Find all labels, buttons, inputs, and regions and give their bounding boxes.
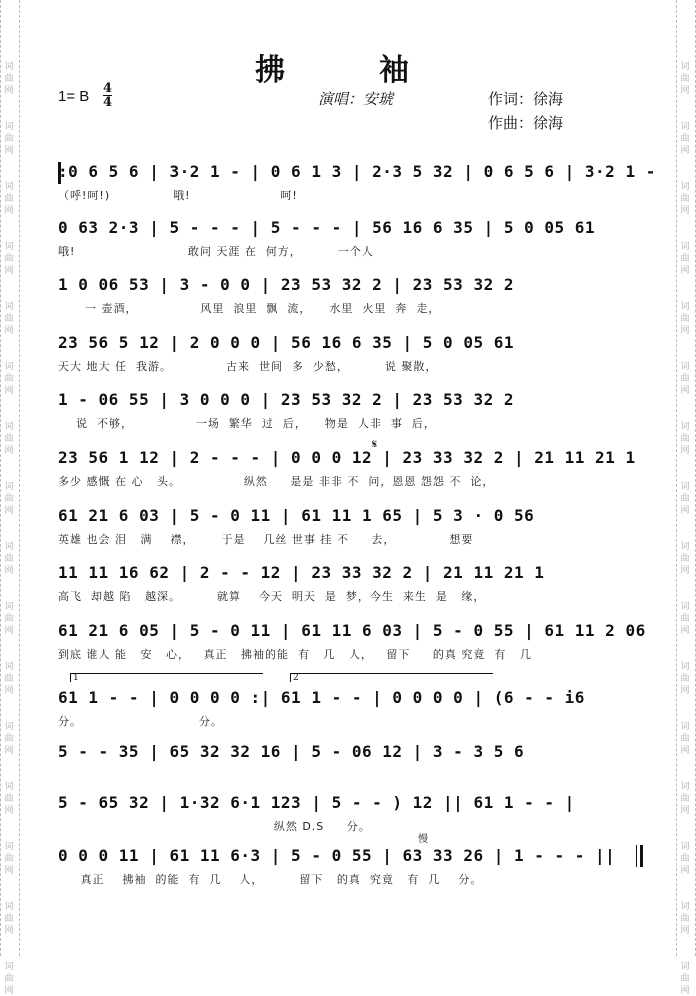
segno-sign: 𝄋 — [372, 437, 378, 451]
watermark-char: 词 — [680, 902, 690, 912]
lyrics-row: 到底 谁人 能 安 心， 真正 拂袖的能 有 几 人， 留下 的真 究竟 有 几 — [58, 648, 532, 661]
watermark-char: 网 — [680, 746, 690, 756]
notation-row: :0 6 5 6 | 3·2 1 - | 0 6 1 3 | 2·3 5 32 | 0 6 5 6 | 3·2 1 - — [58, 162, 656, 181]
notation-row: 5 - - 35 | 65 32 32 16 | 5 - 06 12 | 3 - 3 5 6 — [58, 742, 525, 761]
watermark-char: 曲 — [4, 794, 14, 804]
watermark-char: 曲 — [680, 134, 690, 144]
watermark-char: 网 — [4, 566, 14, 576]
watermark-char: 曲 — [4, 254, 14, 264]
watermark-char: 词 — [680, 842, 690, 852]
watermark-char: 曲 — [4, 74, 14, 84]
watermark-char: 曲 — [4, 734, 14, 744]
notation-row: 61 21 6 03 | 5 - 0 11 | 61 11 1 65 | 5 3 · 0 56 — [58, 506, 535, 525]
watermark-char: 词 — [4, 422, 14, 432]
singer-credit: 演唱：安琥 — [318, 91, 394, 108]
watermark-char: 词 — [4, 962, 14, 972]
watermark-char: 词 — [4, 902, 14, 912]
watermark-char: 曲 — [4, 974, 14, 984]
watermark-char: 网 — [4, 866, 14, 876]
watermark-char: 词 — [4, 62, 14, 72]
watermark-char: 网 — [4, 86, 14, 96]
lyrics-row: 一 壶酒， 风里 浪里 飘 流， 水里 火里 奔 走， — [58, 302, 441, 315]
watermark-char: 词 — [680, 242, 690, 252]
watermark-char: 曲 — [680, 194, 690, 204]
watermark-char: 词 — [4, 362, 14, 372]
notation-row: 61 21 6 05 | 5 - 0 11 | 61 11 6 03 | 5 - 0 55 | 61 11 2 06 — [58, 621, 646, 640]
watermark-char: 曲 — [680, 494, 690, 504]
watermark-char: 词 — [4, 302, 14, 312]
watermark-char: 曲 — [4, 194, 14, 204]
watermark-char: 网 — [680, 146, 690, 156]
watermark-char: 曲 — [4, 854, 14, 864]
watermark-char: 词 — [680, 182, 690, 192]
watermark-char: 网 — [680, 686, 690, 696]
lyrics-row: 高飞 却越 陷 越深。 就算 今天 明天 是 梦，今生 来生 是 缘， — [58, 590, 486, 603]
watermark-char: 曲 — [4, 554, 14, 564]
time-signature-bottom: 4 — [103, 95, 113, 110]
watermark-char: 网 — [680, 926, 690, 936]
watermark-char: 曲 — [680, 914, 690, 924]
watermark-char: 曲 — [4, 494, 14, 504]
lyrics-row: 天大 地大 任 我游。 古来 世间 多 少愁， 说 聚散， — [58, 360, 438, 373]
watermark-char: 曲 — [680, 374, 690, 384]
watermark-char: 网 — [680, 446, 690, 456]
watermark-char: 网 — [4, 506, 14, 516]
lyrics-row: 多少 感慨 在 心 头。 纵然 是是 非非 不 问，恩恩 怨怨 不 论， — [58, 475, 495, 488]
watermark-char: 词 — [4, 242, 14, 252]
watermark-char: 词 — [4, 122, 14, 132]
watermark-char: 曲 — [680, 314, 690, 324]
watermark-char: 词 — [680, 362, 690, 372]
watermark-char: 曲 — [680, 734, 690, 744]
watermark-char: 曲 — [680, 554, 690, 564]
notation-row: 1 0 06 53 | 3 - 0 0 | 23 53 32 2 | 23 53 32 2 — [58, 275, 514, 294]
watermark-char: 曲 — [4, 314, 14, 324]
watermark-char: 曲 — [680, 854, 690, 864]
watermark-char: 曲 — [680, 74, 690, 84]
watermark-char: 词 — [680, 782, 690, 792]
watermark-char: 网 — [680, 866, 690, 876]
watermark-char: 曲 — [4, 134, 14, 144]
watermark-char: 词 — [680, 422, 690, 432]
watermark-char: 词 — [680, 62, 690, 72]
watermark-char: 曲 — [680, 794, 690, 804]
watermark-char: 网 — [4, 806, 14, 816]
lyricist-credit: 作词：徐海 — [488, 91, 564, 108]
first-ending-bracket: 1 — [70, 673, 263, 682]
watermark-char: 曲 — [680, 254, 690, 264]
key-signature: 1= B — [58, 88, 90, 105]
watermark-char: 网 — [680, 506, 690, 516]
watermark-char: 词 — [680, 662, 690, 672]
time-signature — [103, 82, 112, 109]
watermark-char: 曲 — [4, 374, 14, 384]
lyrics-row: 纵然 D.S 分。 — [58, 820, 371, 833]
watermark-char: 网 — [680, 386, 690, 396]
watermark-char: 网 — [4, 146, 14, 156]
notation-row: 5 - 65 32 | 1·32 6·1 123 | 5 - - ) 12 || 61 1 - - | — [58, 793, 575, 812]
watermark-char: 词 — [680, 722, 690, 732]
watermark-char: 网 — [680, 266, 690, 276]
watermark-char: 曲 — [4, 614, 14, 624]
watermark-char: 词 — [680, 302, 690, 312]
watermark-char: 网 — [4, 386, 14, 396]
watermark-char: 词 — [4, 842, 14, 852]
second-ending-bracket: 2 — [290, 673, 493, 682]
time-signature-top: 4 — [103, 81, 113, 96]
watermark-char: 网 — [4, 926, 14, 936]
watermark-char: 网 — [4, 206, 14, 216]
watermark-char: 曲 — [4, 434, 14, 444]
watermark-char: 词 — [4, 602, 14, 612]
watermark-char: 词 — [4, 482, 14, 492]
watermark-char: 网 — [4, 446, 14, 456]
watermark-char: 曲 — [680, 434, 690, 444]
watermark-char: 网 — [680, 326, 690, 336]
song-title: 拂 袖 — [255, 53, 441, 88]
watermark-char: 网 — [680, 206, 690, 216]
watermark-char: 词 — [680, 602, 690, 612]
watermark-char: 网 — [680, 626, 690, 636]
tempo-marking: 慢 — [418, 834, 428, 845]
watermark-char: 网 — [4, 686, 14, 696]
watermark-char: 网 — [4, 266, 14, 276]
notation-row: 0 0 0 11 | 61 11 6·3 | 5 - 0 55 | 63 33 26 | 1 - - - || — [58, 846, 616, 865]
watermark-char: 网 — [4, 626, 14, 636]
notation-row: 11 11 16 62 | 2 - - 12 | 23 33 32 2 | 21 11 21 1 — [58, 563, 545, 582]
watermark-char: 曲 — [680, 674, 690, 684]
notation-row: 23 56 5 12 | 2 0 0 0 | 56 16 6 35 | 5 0 05 61 — [58, 333, 514, 352]
watermark-char: 词 — [680, 542, 690, 552]
watermark-char: 网 — [680, 86, 690, 96]
watermark-char: 词 — [680, 122, 690, 132]
notation-row: 23 56 1 12 | 2 - - - | 0 0 0 12 | 23 33 32 2 | 21 11 21 1 — [58, 448, 636, 467]
notation-row: 0 63 2·3 | 5 - - - | 5 - - - | 56 16 6 35 | 5 0 05 61 — [58, 218, 596, 237]
notation-row: 1 - 06 55 | 3 0 0 0 | 23 53 32 2 | 23 53 32 2 — [58, 390, 514, 409]
lyrics-row: 哦! 敢问 天涯 在 何方， 一个人 — [58, 245, 374, 258]
watermark-char: 网 — [680, 806, 690, 816]
watermark-char: 网 — [680, 566, 690, 576]
watermark-char: 词 — [680, 482, 690, 492]
watermark-char: 词 — [4, 662, 14, 672]
watermark-char: 曲 — [4, 914, 14, 924]
lyrics-row: 分。 分。 — [58, 715, 223, 728]
watermark-char: 词 — [4, 782, 14, 792]
watermark-char: 网 — [4, 986, 14, 996]
watermark-char: 词 — [4, 182, 14, 192]
watermark-char: 网 — [680, 986, 690, 996]
watermark-char: 词 — [680, 962, 690, 972]
watermark-char: 网 — [4, 326, 14, 336]
watermark-char: 曲 — [680, 974, 690, 984]
lyrics-row: 真正 拂袖 的能 有 几 人， 留下 的真 究竟 有 几 分。 — [58, 873, 483, 886]
lyrics-row: 说 不够， 一场 繁华 过 后， 物是 人非 事 后， — [58, 417, 436, 430]
watermark-char: 词 — [4, 722, 14, 732]
final-barline-thick — [640, 845, 643, 867]
lyrics-row: （呼!呵!) 哦! 呵! — [58, 189, 298, 202]
watermark-char: 曲 — [680, 614, 690, 624]
watermark-char: 网 — [4, 746, 14, 756]
composer-credit: 作曲：徐海 — [488, 115, 564, 132]
watermark-char: 曲 — [4, 674, 14, 684]
lyrics-row: 英雄 也会 泪 满 襟， 于是 几丝 世事 挂 不 去， 想要 — [58, 533, 474, 546]
watermark-char: 词 — [4, 542, 14, 552]
notation-row: 61 1 - - | 0 0 0 0 :| 61 1 - - | 0 0 0 0 | (6 - - i6 — [58, 688, 585, 707]
